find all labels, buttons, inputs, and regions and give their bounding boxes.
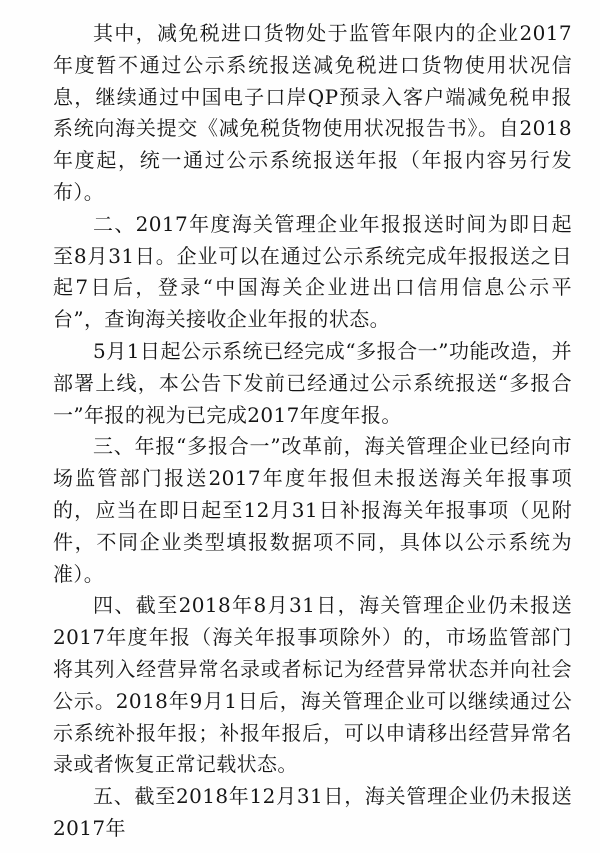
paragraph-multi-report-upgrade: 5月1日起公示系统已经完成“多报合一”功能改造，并部署上线，本公告下发前已经通过公示系统报送“多报合一”年报的视为已完成2017年度年报。	[53, 338, 572, 427]
paragraph-section-five: 五、截至2018年12月31日，海关管理企业仍未报送2017年	[53, 784, 572, 840]
paragraph-section-two: 二、2017年度海关管理企业年报报送时间为即日起至8月31日。企业可以在通过公示系统完成年报报送之日起7日后，登录“中国海关企业进出口信用信息公示平台”，查询海关接收企业年报的状态。	[53, 211, 572, 332]
paragraph-section-four: 四、截至2018年8月31日，海关管理企业仍未报送2017年度年报（海关年报事项除外）的，市场监管部门将其列入经营异常名录或者标记为经营异常状态并向社会公示。2018年9月1日后，海关管理企业可以继续通过公示系统补报年报；补报年报后，可以申请移出经营异常名录或者恢复正常记载状态。	[53, 593, 572, 777]
paragraph-reduced-tax-goods: 其中，减免税进口货物处于监管年限内的企业2017年度暂不通过公示系统报送减免税进口货物使用状况信息，继续通过中国电子口岸QP预录入客户端减免税申报系统向海关提交《减免税货物使用状况报告书》。自2018年度起，统一通过公示系统报送年报（年报内容另行发布）。	[53, 21, 572, 204]
paragraph-section-three: 三、年报“多报合一”改革前，海关管理企业已经向市场监管部门报送2017年度年报但未报送海关年报事项的，应当在即日起至12月31日补报海关年报事项（见附件，不同企业类型填报数据项不同，具体以公示系统为准）。	[53, 434, 572, 586]
